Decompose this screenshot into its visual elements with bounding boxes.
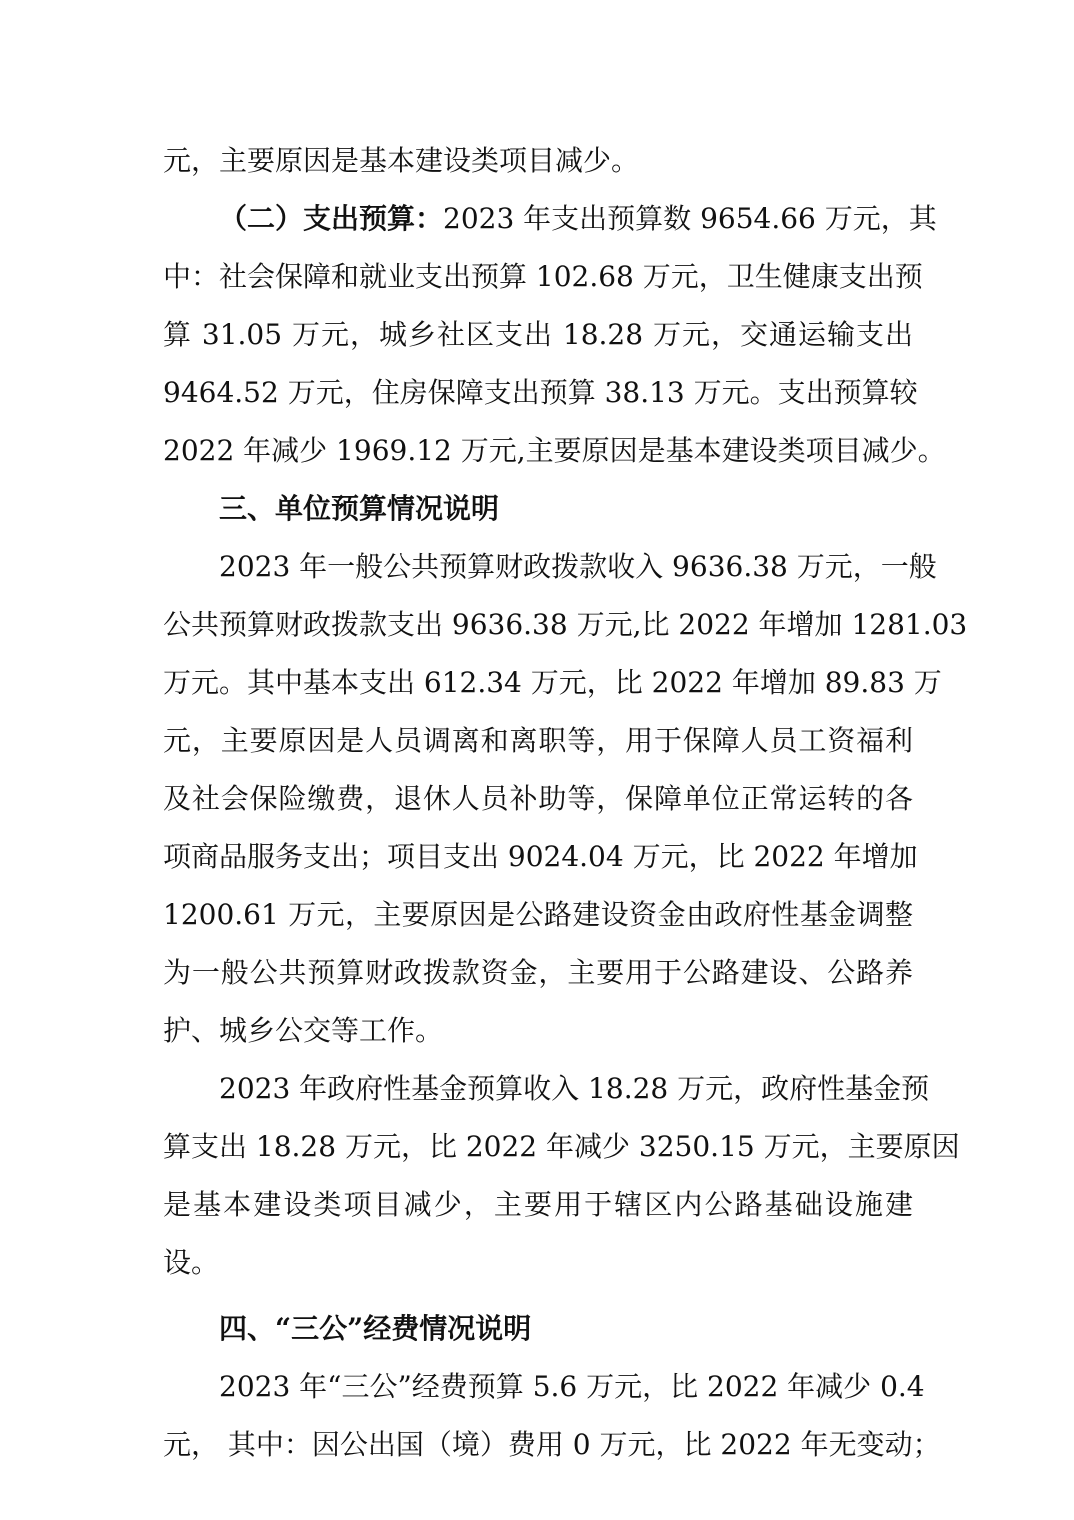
spacer [163,1292,913,1300]
paragraph-line: 中：社会保障和就业支出预算 102.68 万元，卫生健康支出预 [163,260,923,293]
paragraph-line: 设。 [163,1246,220,1279]
paragraph-line: 2022 年减少 1969.12 万元,主要原因是基本建设类项目减少。 [163,434,946,467]
paragraph-line: 2023 年“三公”经费预算 5.6 万元，比 2022 年减少 0.4 [219,1370,925,1403]
paragraph-line: 公共预算财政拨款支出 9636.38 万元,比 2022 年增加 1281.03 [163,608,968,641]
section-heading: 三、单位预算情况说明 [219,492,500,525]
paragraph-line: 是基本建设类项目减少，主要用于辖区内公路基础设施建 [163,1188,913,1221]
document-page [163,132,968,1474]
paragraph-line: 项商品服务支出；项目支出 9024.04 万元，比 2022 年增加 [163,840,918,873]
paragraph-line: 及社会保险缴费，退休人员补助等，保障单位正常运转的各 [163,782,913,815]
paragraph-line: 元，主要原因是基本建设类项目减少。 [163,144,640,177]
paragraph-line: 万元。其中基本支出 612.34 万元，比 2022 年增加 89.83 万 [163,666,942,699]
paragraph-line: 为一般公共预算财政拨款资金，主要用于公路建设、公路养 [163,956,913,989]
paragraph-text: 2023 年支出预算数 9654.66 万元，其 [443,202,937,235]
paragraph-line: 2023 年一般公共预算财政拨款收入 9636.38 万元，一般 [219,550,937,583]
paragraph-line: 元，主要原因是人员调离和离职等，用于保障人员工资福利 [163,724,913,757]
section-heading: 四、“三公”经费情况说明 [219,1312,532,1345]
paragraph-line: 2023 年政府性基金预算收入 18.28 万元，政府性基金预 [219,1072,930,1105]
section-lead: （二）支出预算： [219,202,444,235]
paragraph-line: 算 31.05 万元，城乡社区支出 18.28 万元，交通运输支出 [163,318,913,351]
paragraph-line: 护、城乡公交等工作。 [163,1014,444,1047]
paragraph-line: 1200.61 万元，主要原因是公路建设资金由政府性基金调整 [163,898,913,931]
paragraph-line: 元， 其中：因公出国（境）费用 0 万元，比 2022 年无变动； [163,1428,941,1461]
paragraph-line: 9464.52 万元，住房保障支出预算 38.13 万元。支出预算较 [163,376,918,409]
paragraph-line [163,190,937,248]
paragraph-line: 算支出 18.28 万元，比 2022 年减少 3250.15 万元，主要原因 [163,1130,960,1163]
